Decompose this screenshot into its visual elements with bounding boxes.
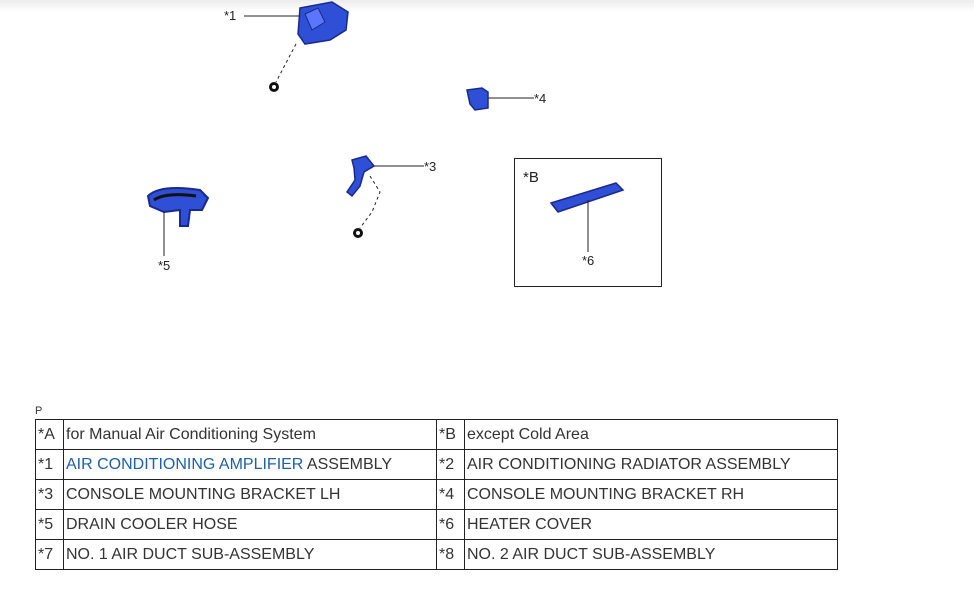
legend-row — [36, 540, 838, 570]
callout-6: *6 — [582, 253, 595, 268]
legend-description: for Manual Air Conditioning System — [64, 420, 437, 450]
legend-description: except Cold Area — [465, 420, 838, 450]
callout-3: *3 — [424, 159, 437, 174]
legend-code: *6 — [437, 510, 465, 540]
part-drain-cooler-hose — [148, 188, 208, 256]
legend-table — [35, 419, 838, 570]
legend-description: CONSOLE MOUNTING BRACKET RH — [465, 480, 838, 510]
legend-code: *5 — [36, 510, 64, 540]
legend-text: ASSEMBLY — [303, 455, 392, 473]
legend-description: CONSOLE MOUNTING BRACKET LH — [64, 480, 437, 510]
legend-description: NO. 2 AIR DUCT SUB-ASSEMBLY — [465, 540, 838, 570]
legend-link[interactable]: AIR CONDITIONING AMPLIFIER — [66, 455, 304, 473]
legend-row — [36, 450, 838, 480]
legend-code: *3 — [36, 480, 64, 510]
legend-code: *8 — [437, 540, 465, 570]
legend-code: *A — [36, 420, 64, 450]
legend-code: *B — [437, 420, 465, 450]
legend-code: *7 — [36, 540, 64, 570]
legend-code: *4 — [437, 480, 465, 510]
legend-description: DRAIN COOLER HOSE — [64, 510, 437, 540]
legend-letter: P — [35, 405, 43, 417]
callout-4: *4 — [534, 91, 547, 106]
part-bracket-lh — [347, 156, 424, 238]
callout-1: *1 — [224, 8, 237, 23]
legend-row — [36, 510, 838, 540]
legend-code: *2 — [437, 450, 465, 480]
part-amplifier-assembly — [244, 2, 348, 92]
legend-row — [36, 480, 838, 510]
legend-row — [36, 420, 838, 450]
legend-description — [64, 450, 437, 480]
legend-description: AIR CONDITIONING RADIATOR ASSEMBLY — [465, 450, 838, 480]
legend-code: *1 — [36, 450, 64, 480]
part-bracket-rh — [467, 88, 534, 110]
legend-description: NO. 1 AIR DUCT SUB-ASSEMBLY — [64, 540, 437, 570]
inset-label: *B — [523, 169, 539, 186]
callout-5: *5 — [158, 258, 171, 273]
legend-description: HEATER COVER — [465, 510, 838, 540]
